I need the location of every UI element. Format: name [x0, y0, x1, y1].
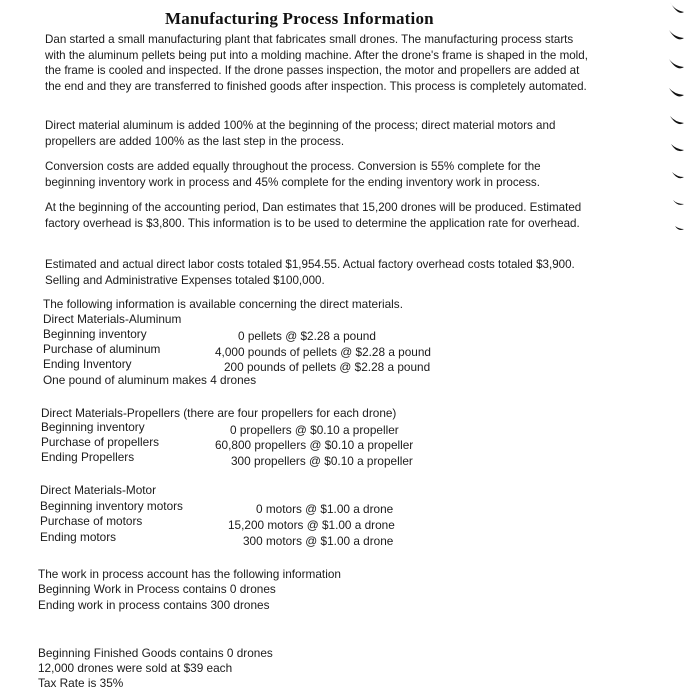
propellers-row-value: 60,800 propellers @ $0.10 a propeller [215, 438, 414, 452]
finished-goods-line: 12,000 drones were sold at $39 each [38, 661, 233, 675]
aluminum-row-label: Purchase of aluminum [43, 342, 161, 356]
motors-row-value: 15,200 motors @ $1.00 a drone [228, 518, 395, 532]
motors-row-label: Purchase of motors [40, 514, 143, 528]
materials-intro: The following information is available concerning the direct materials. [43, 297, 403, 311]
aluminum-note: One pound of aluminum makes 4 drones [43, 373, 257, 387]
motors-row-label: Beginning inventory motors [40, 499, 183, 513]
actuals-paragraph: Estimated and actual direct labor costs totaled $1,954.55. Actual factory overhead costs totaled $3,900. Selling and Administrative Expenses totaled $100,000. [45, 258, 575, 287]
aluminum-row-label: Beginning inventory [43, 327, 147, 341]
materials-paragraph: Direct material aluminum is added 100% at the beginning of the process; direct material motors and propellers are added 100% as the last step in the process. [45, 119, 556, 148]
overhead-paragraph: At the beginning of the accounting period, Dan estimates that 15,200 drones will be produced. Estimated factory overhead is $3,800. This information is to be used to determine the application rate for overhead. [45, 201, 582, 230]
propellers-heading: Direct Materials-Propellers (there are four propellers for each drone) [41, 406, 397, 420]
motors-row-label: Ending motors [40, 530, 117, 544]
propellers-row-label: Beginning inventory [41, 420, 145, 434]
aluminum-row-value: 200 pounds of pellets @ $2.28 a pound [224, 360, 431, 374]
wip-line: Ending work in process contains 300 drones [38, 598, 270, 612]
aluminum-row-label: Ending Inventory [43, 357, 132, 371]
wip-heading: The work in process account has the following information [38, 567, 341, 581]
intro-paragraph: Dan started a small manufacturing plant that fabricates small drones. The manufacturing process starts with the aluminum pellets being put into a molding machine. After the drone's frame is shaped in the mold, the frame is cooled and inspected. If the drone passes inspection, the motor and propellers are added at the end and they are transferred to finished goods after inspection. This process is completely automated. [45, 33, 588, 93]
finished-goods-line: Tax Rate is 35% [38, 676, 124, 690]
aluminum-row-value: 4,000 pounds of pellets @ $2.28 a pound [215, 345, 431, 359]
propellers-row-value: 0 propellers @ $0.10 a propeller [230, 423, 399, 437]
propellers-row-value: 300 propellers @ $0.10 a propeller [231, 454, 413, 468]
motors-row-value: 0 motors @ $1.00 a drone [256, 502, 394, 516]
motors-row-value: 300 motors @ $1.00 a drone [243, 534, 394, 548]
finished-goods-line: Beginning Finished Goods contains 0 drones [38, 646, 273, 660]
propellers-row-label: Ending Propellers [41, 450, 135, 464]
conversion-paragraph: Conversion costs are added equally throughout the process. Conversion is 55% complete for the beginning inventory work in process and 45% complete for the ending inventory work in process. [45, 160, 541, 189]
page-title: Manufacturing Process Information [165, 9, 434, 28]
aluminum-row-value: 0 pellets @ $2.28 a pound [238, 329, 376, 343]
aluminum-heading: Direct Materials-Aluminum [43, 312, 182, 326]
propellers-row-label: Purchase of propellers [41, 435, 160, 449]
motors-heading: Direct Materials-Motor [40, 483, 157, 497]
wip-line: Beginning Work in Process contains 0 drones [38, 582, 276, 596]
binding-edge-marks [664, 0, 686, 700]
